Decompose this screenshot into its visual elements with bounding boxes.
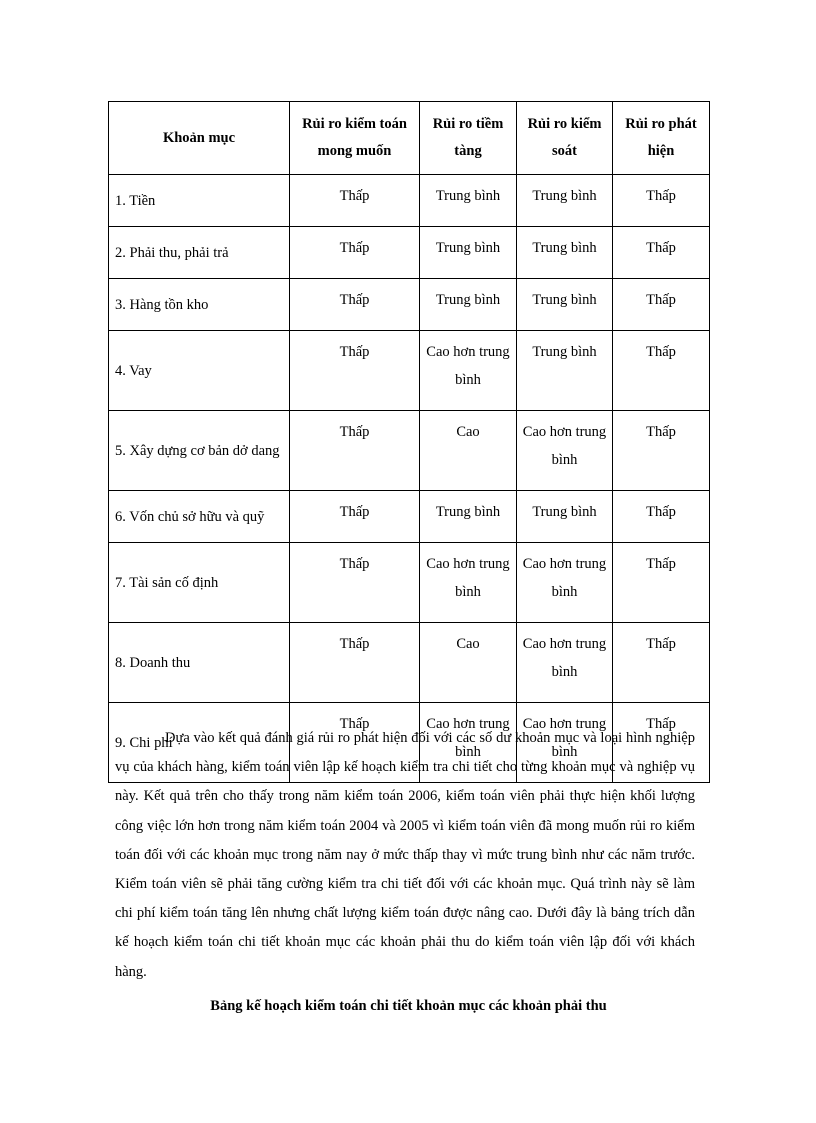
cell-control-risk: Cao hơn trung bình	[517, 703, 613, 783]
cell-item: 3. Hàng tồn kho	[109, 279, 290, 331]
table-row	[109, 491, 710, 543]
cell-detection-risk: Thấp	[613, 703, 710, 783]
cell-inherent-risk: Cao hơn trung bình	[420, 543, 517, 623]
cell-control-risk: Trung bình	[517, 175, 613, 227]
table-header-row	[109, 102, 710, 175]
cell-detection-risk: Thấp	[613, 491, 710, 543]
cell-desired-risk: Thấp	[290, 543, 420, 623]
table-row	[109, 543, 710, 623]
cell-desired-risk: Thấp	[290, 331, 420, 411]
cell-detection-risk: Thấp	[613, 543, 710, 623]
cell-detection-risk: Thấp	[613, 623, 710, 703]
cell-inherent-risk: Cao hơn trung bình	[420, 331, 517, 411]
cell-inherent-risk: Trung bình	[420, 227, 517, 279]
section-caption: Bảng kế hoạch kiểm toán chi tiết khoản mục các khoản phải thu	[210, 998, 607, 1014]
cell-desired-risk: Thấp	[290, 227, 420, 279]
cell-item: 4. Vay	[109, 331, 290, 411]
cell-detection-risk: Thấp	[613, 175, 710, 227]
cell-control-risk: Cao hơn trung bình	[517, 623, 613, 703]
header-desired-risk: Rủi ro kiểm toán mong muốn	[290, 102, 420, 175]
cell-inherent-risk: Trung bình	[420, 175, 517, 227]
cell-desired-risk: Thấp	[290, 491, 420, 543]
cell-desired-risk: Thấp	[290, 703, 420, 783]
cell-control-risk: Trung bình	[517, 491, 613, 543]
cell-detection-risk: Thấp	[613, 331, 710, 411]
header-control-risk: Rủi ro kiểm soát	[517, 102, 613, 175]
cell-inherent-risk: Trung bình	[420, 491, 517, 543]
cell-desired-risk: Thấp	[290, 411, 420, 491]
cell-item: 1. Tiền	[109, 175, 290, 227]
cell-control-risk: Cao hơn trung bình	[517, 543, 613, 623]
cell-control-risk: Cao hơn trung bình	[517, 411, 613, 491]
table-row	[109, 279, 710, 331]
cell-item: 9. Chi phí	[109, 703, 290, 783]
table-row	[109, 411, 710, 491]
table-row	[109, 227, 710, 279]
table-row	[109, 331, 710, 411]
cell-desired-risk: Thấp	[290, 175, 420, 227]
cell-inherent-risk: Cao hơn trung bình	[420, 703, 517, 783]
cell-item: 2. Phải thu, phải trả	[109, 227, 290, 279]
cell-detection-risk: Thấp	[613, 279, 710, 331]
cell-detection-risk: Thấp	[613, 227, 710, 279]
cell-desired-risk: Thấp	[290, 279, 420, 331]
cell-inherent-risk: Cao	[420, 411, 517, 491]
audit-risk-table	[108, 101, 710, 783]
header-item: Khoản mục	[109, 102, 290, 175]
table-row	[109, 623, 710, 703]
body-paragraph: Dựa vào kết quả đánh giá rủi ro phát hiện đối với các số dư khoản mục và loại hình nghiệp vụ của khách hàng, kiểm toán viên lập kế hoạch kiểm tra chi tiết cho từng khoản mục và nghiệp vụ này. Kết quả trên cho thấy trong năm kiểm toán 2006, kiểm toán viên phải thực hiện khối lượng công việc lớn hơn trong năm kiểm toán 2004 và 2005 vì kiểm toán viên đã mong muốn rủi ro kiểm toán đối với các khoản mục trong năm nay ở mức thấp thay vì mức trung bình như các năm trước. Kiểm toán viên sẽ phải tăng cường kiểm tra chi tiết đối với các khoản mục. Quá trình này sẽ làm chi phí kiểm toán tăng lên nhưng chất lượng kiểm toán được nâng cao. Dưới đây là bảng trích dẫn kế hoạch kiểm toán chi tiết khoản mục các khoản phải thu do kiểm toán viên lập đối với khách hàng.	[115, 730, 695, 980]
header-detection-risk: Rủi ro phát hiện	[613, 102, 710, 175]
cell-control-risk: Trung bình	[517, 227, 613, 279]
cell-control-risk: Trung bình	[517, 331, 613, 411]
cell-control-risk: Trung bình	[517, 279, 613, 331]
header-inherent-risk: Rủi ro tiềm tàng	[420, 102, 517, 175]
cell-desired-risk: Thấp	[290, 623, 420, 703]
cell-inherent-risk: Trung bình	[420, 279, 517, 331]
table-row	[109, 175, 710, 227]
cell-inherent-risk: Cao	[420, 623, 517, 703]
cell-item: 6. Vốn chủ sở hữu và quỹ	[109, 491, 290, 543]
cell-item: 5. Xây dựng cơ bản dở dang	[109, 411, 290, 491]
cell-detection-risk: Thấp	[613, 411, 710, 491]
cell-item: 7. Tài sản cố định	[109, 543, 290, 623]
cell-item: 8. Doanh thu	[109, 623, 290, 703]
